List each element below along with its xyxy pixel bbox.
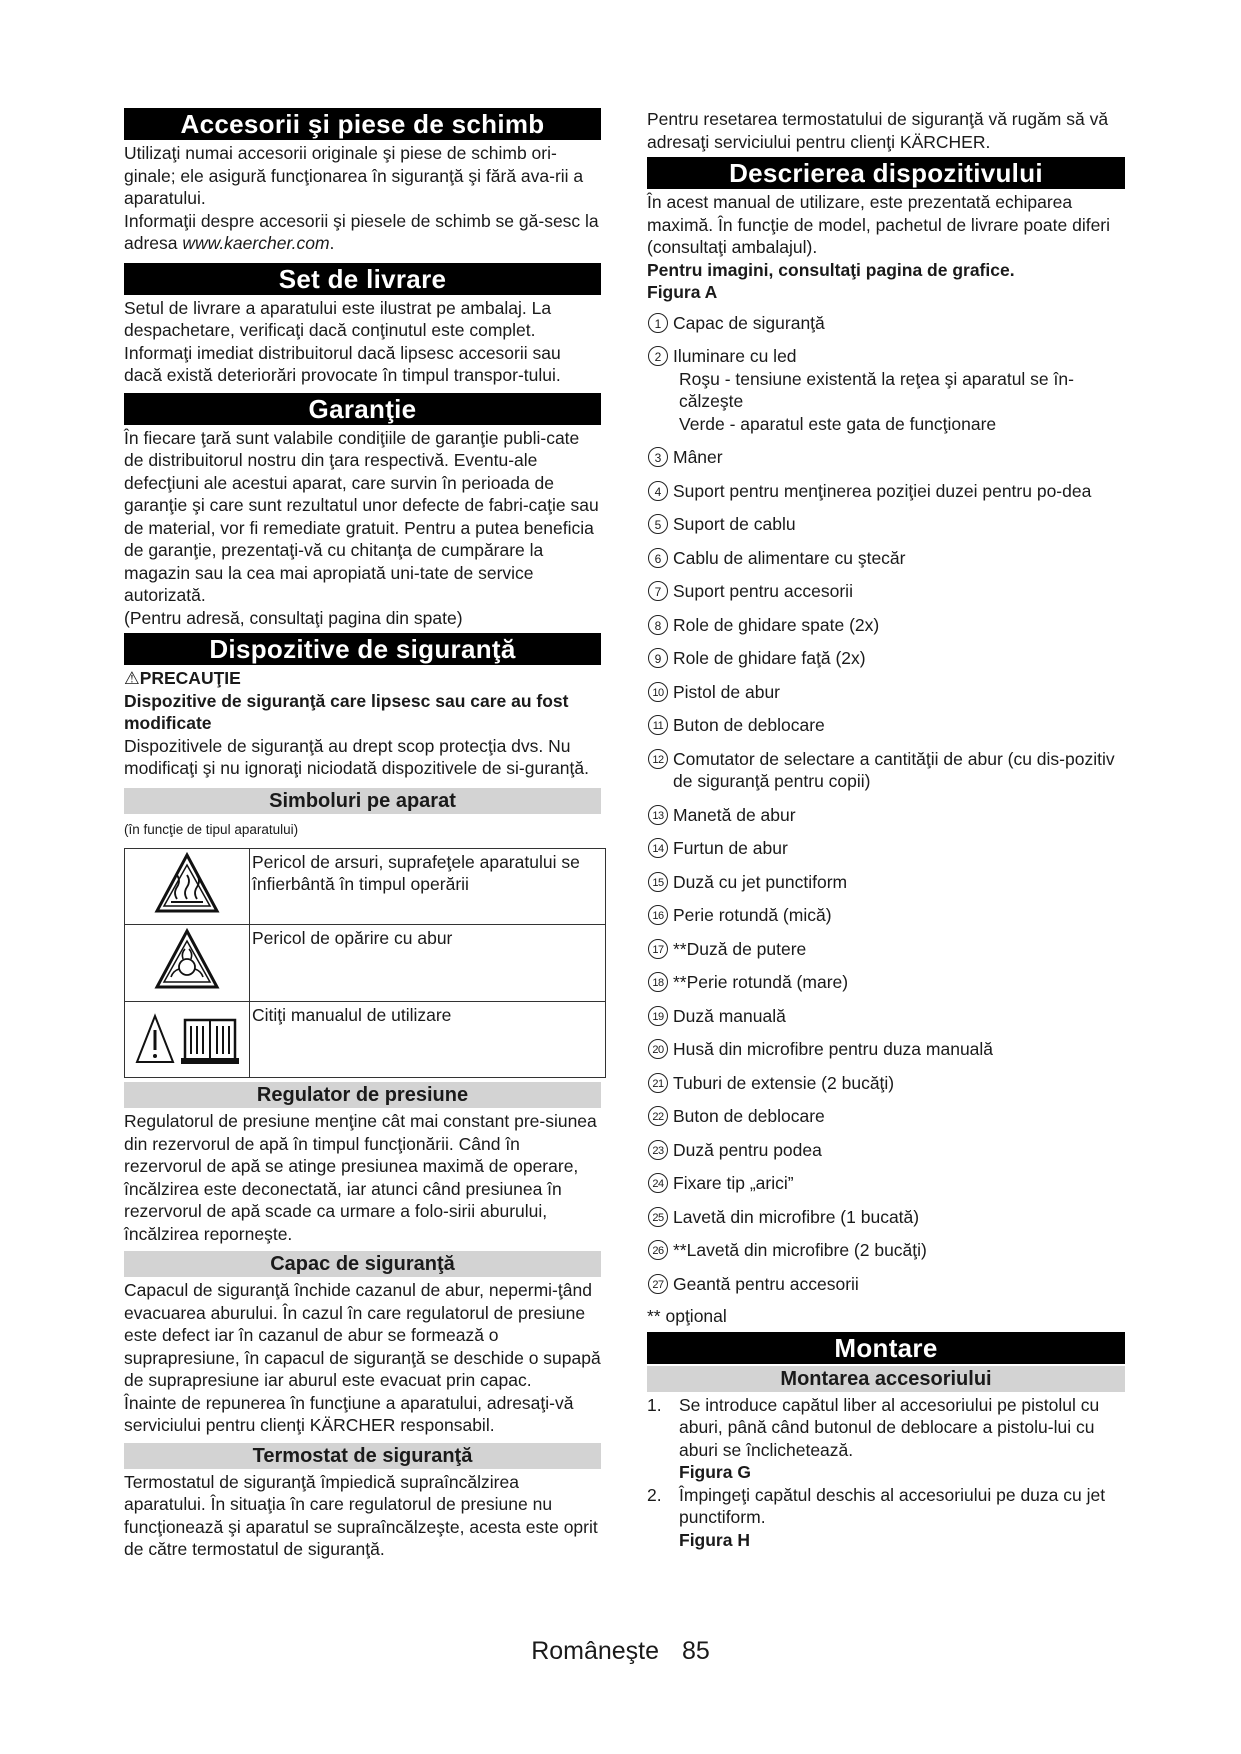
list-item: 9 Role de ghidare faţă (2x) [647,647,1125,670]
item-number-badge: 26 [648,1240,668,1260]
item-number-badge: 15 [648,872,668,892]
item-number-badge: 11 [648,715,668,735]
warranty-paragraph: În fiecare ţară sunt valabile condiţiile de garanţie publi-cate de distribuitorul nostru din ţara respectivă. Eventu-ale defecţiuni ale acestui aparat, care survin în perioada de garanţie şi care sunt rezultatul unor defecte de fabri-caţie sau de material, vor fi remediate gratuit. Pentru a putea beneficia de garanţie, prezentaţi-vă cu chitanţa de cumpărare la magazin sau la cea mai apropiată uni-tate de service autorizată. [124,427,599,605]
item-number-badge: 5 [648,514,668,534]
figure-a-label: Figura A [647,282,718,302]
section-title-accessories: Accesorii şi piese de schimb [124,108,601,140]
section-title-delivery: Set de livrare [124,263,601,295]
left-column [124,106,601,1561]
item-number-badge: 20 [648,1039,668,1059]
symbol-description: Pericol de arsuri, suprafeţele aparatului se înfierbântă în timpul operării [250,848,606,925]
list-item: 23 Duză pentru podea [647,1139,1125,1162]
caution-heading: Dispozitive de siguranţă care lipsesc sau care au fost modificate [124,690,569,733]
item-number-badge: 3 [648,447,668,467]
subsection-title-safety-cap: Capac de siguranţă [124,1251,601,1277]
right-column [647,106,1125,1551]
list-item: 17 **Duză de putere [647,938,1125,961]
list-item: 4 Suport pentru menţinerea poziţiei duzei pentru po-dea [647,480,1125,503]
subsection-title-safety-thermostat: Termostat de siguranţă [124,1443,601,1469]
table-row [125,925,606,1002]
read-manual-icon [125,1001,250,1078]
list-item: 12 Comutator de selectare a cantităţii de abur (cu dis-pozitiv de siguranţă pentru copii) [647,748,1125,793]
item-number-badge: 10 [648,682,668,702]
optional-note: ** opţional [647,1306,727,1326]
symbols-table [124,848,606,1079]
item-number-badge: 24 [648,1173,668,1193]
footer-language: Româneşte [531,1637,660,1665]
list-item: 1 Capac de siguranţă [647,312,1125,335]
item-number-badge: 27 [648,1274,668,1294]
item-number-badge: 4 [648,481,668,501]
component-list [647,312,1125,1296]
table-row [125,848,606,925]
page-footer [0,1636,1241,1666]
list-item: 10 Pistol de abur [647,681,1125,704]
section-title-warranty: Garanţie [124,393,601,425]
list-item: 18 **Perie rotundă (mare) [647,971,1125,994]
list-item: 7 Suport pentru accesorii [647,580,1125,603]
pressure-regulator-paragraph: Regulatorul de presiune menţine cât mai constant pre-siunea din rezervorul de apă în timpul funcţionării. Când în rezervorul de apă se atinge presiunea maximă de operare, încălzirea este deconectată, iar atunci când presiunea în rezervorul de apă scade ca urmare a folo-sirii aburului, încălzirea reporneşte. [124,1111,597,1244]
item-number-badge: 9 [648,648,668,668]
item-number-badge: 7 [648,581,668,601]
list-item: 11 Buton de deblocare [647,714,1125,737]
item-number-badge: 1 [648,313,668,333]
led-red-description: Roşu - tensiune existentă la reţea şi aparatul se în-călzeşte [679,368,1074,411]
list-item: 3 Mâner [647,446,1125,469]
item-number-badge: 12 [648,749,668,769]
list-item: 8 Role de ghidare spate (2x) [647,614,1125,637]
list-item: 20 Husă din microfibre pentru duza manuală [647,1038,1125,1061]
item-number-badge: 6 [648,548,668,568]
page-number: 85 [682,1637,710,1665]
list-item: 25 Lavetă din microfibre (1 bucată) [647,1206,1125,1229]
safety-thermostat-paragraph: Termostatul de siguranţă împiedică supraîncălzirea aparatului. În situaţia în care regulatorul de presiune nu funcţionează şi aparatul se supraîncălzeşte, acesta este oprit de către termostatul de siguranţă. [124,1471,598,1559]
item-number-badge: 18 [648,972,668,992]
symbol-description: Citiţi manualul de utilizare [250,1001,606,1078]
subsection-title-pressure-regulator: Regulator de presiune [124,1082,601,1108]
safety-cap-paragraph: Capacul de siguranţă închide cazanul de abur, nepermi-ţând evacuarea aburului. În cazul în care regulatorul de presiune este defect iar în cazanul de abur se formează o suprapresiune, în capacul de siguranţă se deschide o supapă de suprapresiune iar aburul este evacuat prin capac. [124,1280,601,1390]
steam-scald-warning-icon [125,925,250,1002]
list-item: 5 Suport de cablu [647,513,1125,536]
item-number-badge: 19 [648,1006,668,1026]
item-number-badge: 21 [648,1073,668,1093]
item-number-badge: 17 [648,939,668,959]
list-item: 24 Fixare tip „arici” [647,1172,1125,1195]
kaercher-link[interactable]: www.kaercher.com [182,233,330,253]
section-title-assembly: Montare [647,1332,1125,1364]
list-item: 1. Se introduce capătul liber al accesoriului pe pistolul cu aburi, până când butonul de deblocare a pistolu-lui cu aburi se înclichetează. Figura G [647,1394,1125,1484]
table-row [125,1001,606,1078]
item-number-badge: 8 [648,615,668,635]
list-item: 21 Tuburi de extensie (2 bucăţi) [647,1072,1125,1095]
delivery-paragraph: Setul de livrare a aparatului este ilustrat pe ambalaj. La despachetare, verificaţi dacă conţinutul este complet. Informaţi imediat distribuitorul dacă lipsesc accesorii sau dacă există deteriorări provocate în timpul transpor-tului. [124,297,561,385]
item-number-badge: 22 [648,1106,668,1126]
list-item: 2 Iluminare cu led [647,345,1125,368]
list-item: 26 **Lavetă din microfibre (2 bucăţi) [647,1239,1125,1262]
symbols-note: (în funcţie de tipul aparatului) [124,821,299,837]
item-number-badge: 16 [648,905,668,925]
item-number-badge: 23 [648,1140,668,1160]
figure-g-label: Figura G [679,1462,751,1482]
safety-paragraph: Dispozitivele de siguranţă au drept scop protecţia dvs. Nu modificaţi şi nu ignoraţi niciodată dispozitivele de si-guranţă. [124,735,589,778]
subsection-title-accessory-mounting: Montarea accesoriului [647,1366,1125,1392]
list-item: 2. Împingeţi capătul deschis al accesoriului pe duza cu jet punctiform. Figura H [647,1484,1125,1552]
accessories-paragraph: Utilizaţi numai accesorii originale şi piese de schimb ori-ginale; ele asigură funcţionarea în siguranţă şi fără ava-rii a aparatului. [124,143,584,208]
list-item: 19 Duză manuală [647,1005,1125,1028]
description-paragraph: În acest manual de utilizare, este prezentată echiparea maximă. În funcţie de model, pachetul de livrare poate diferi (consultaţi ambalajul). [647,192,1111,257]
accessories-info-paragraph: Informaţii despre accesorii şi piesele de schimb se gă-sesc la adresa www.kaercher.com. [124,210,599,253]
warranty-address-note: (Pentru adresă, consultaţi pagina din spate) [124,607,463,628]
item-number-badge: 14 [648,838,668,858]
list-item: 13 Manetă de abur [647,804,1125,827]
graphics-page-note: Pentru imagini, consultaţi pagina de grafice. [647,259,1015,280]
list-item: 27 Geantă pentru accesorii [647,1273,1125,1296]
subsection-title-symbols: Simboluri pe aparat [124,788,601,814]
list-item: 22 Buton de deblocare [647,1105,1125,1128]
thermostat-reset-paragraph: Pentru resetarea termostatului de siguranţă vă rugăm să vă adresaţi serviciului pentru clienţi KÄRCHER. [647,109,1109,152]
symbol-description: Pericol de opărire cu abur [250,925,606,1002]
led-green-description: Verde - aparatul este gata de funcţionare [679,413,997,434]
list-item: 14 Furtun de abur [647,837,1125,860]
caution-label: ⚠PRECAUŢIE [124,668,241,688]
list-item: 15 Duză cu jet punctiform [647,871,1125,894]
item-number-badge: 2 [648,346,668,366]
section-title-safety-devices: Dispozitive de siguranţă [124,633,601,665]
list-item: 6 Cablu de alimentare cu ştecăr [647,547,1125,570]
hot-surface-warning-icon [125,848,250,925]
list-item: 16 Perie rotundă (mică) [647,904,1125,927]
item-number-badge: 13 [648,805,668,825]
assembly-steps [647,1394,1125,1552]
safety-cap-paragraph-2: Înainte de repunerea în funcţiune a aparatului, adresaţi-vă serviciului pentru clienţi KÄRCHER responsabil. [124,1392,574,1435]
section-title-device-description: Descrierea dispozitivului [647,157,1125,189]
figure-h-label: Figura H [679,1529,750,1550]
item-number-badge: 25 [648,1207,668,1227]
